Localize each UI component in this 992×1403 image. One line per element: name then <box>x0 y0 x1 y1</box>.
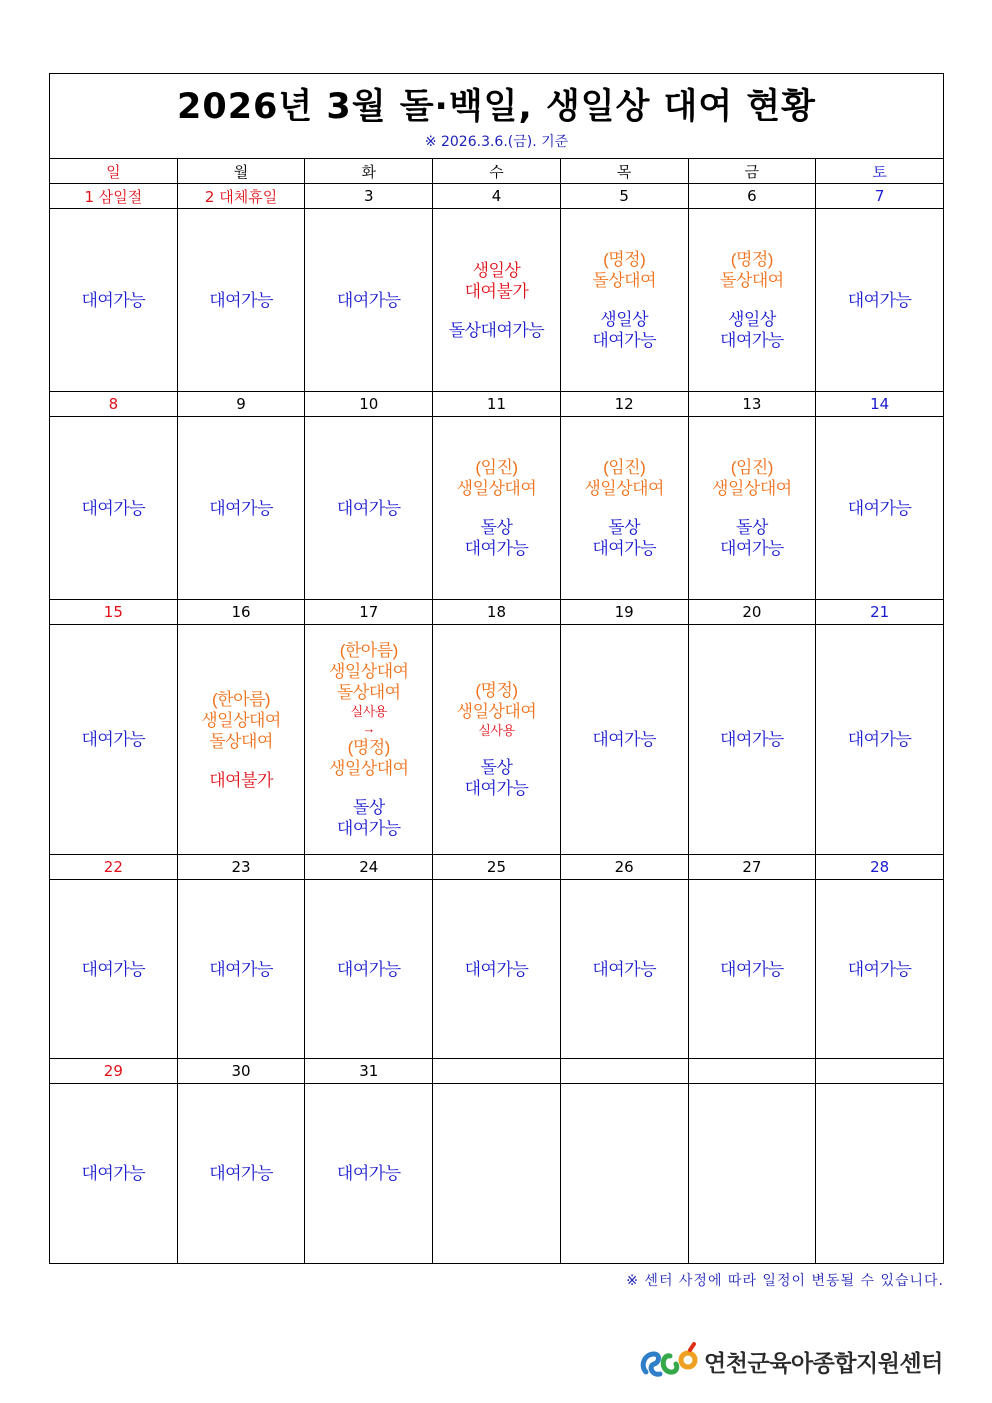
day-status-cell <box>688 1084 816 1264</box>
date-number <box>816 1059 944 1084</box>
day-status-cell <box>816 209 944 392</box>
status-text: (임진) <box>475 458 518 477</box>
date-number: 13 <box>688 392 816 417</box>
day-status-cell <box>305 417 433 600</box>
status-text: 생일상 <box>600 310 649 329</box>
status-text: 대여가능 <box>336 498 401 518</box>
date-number: 29 <box>50 1059 178 1084</box>
date-number: 26 <box>560 855 688 880</box>
day-status-cell <box>688 880 816 1059</box>
day-status-cell <box>560 417 688 600</box>
day-status-cell <box>433 417 561 600</box>
date-number: 14 <box>816 392 944 417</box>
date-number: 21 <box>816 600 944 625</box>
date-number: 30 <box>177 1059 305 1084</box>
day-status-cell <box>177 880 305 1059</box>
date-number <box>433 1059 561 1084</box>
center-logo-icon <box>638 1342 702 1382</box>
status-text: 돌상대여 <box>592 271 657 290</box>
day-status-cell <box>560 1084 688 1264</box>
status-text: (한아름) <box>339 641 398 660</box>
status-text: 생일상대여 <box>328 662 409 681</box>
day-status-cell <box>177 417 305 600</box>
status-text: 생일상대여 <box>584 479 664 498</box>
status-text: (임진) <box>603 458 646 477</box>
day-status-cell <box>433 625 561 855</box>
status-text: 대여가능 <box>81 498 146 518</box>
status-text: 돌상 <box>480 518 513 537</box>
day-status-cell <box>816 625 944 855</box>
status-text: 대여가능 <box>847 730 912 749</box>
date-number: 24 <box>305 855 433 880</box>
date-number: 3 <box>305 184 433 209</box>
date-number: 7 <box>816 184 944 209</box>
date-number: 20 <box>688 600 816 625</box>
status-text: 돌상 <box>352 798 385 817</box>
calendar-header <box>49 73 944 158</box>
status-text: 대여가능 <box>81 959 146 979</box>
weekday-thu: 목 <box>560 159 688 184</box>
status-text: 생일상 <box>472 260 521 280</box>
status-text: 대여가능 <box>592 730 657 749</box>
day-status-cell <box>816 1084 944 1264</box>
status-text: (한아름) <box>212 689 271 709</box>
center-logo <box>638 1342 948 1382</box>
date-number: 4 <box>433 184 561 209</box>
date-number: 12 <box>560 392 688 417</box>
spacer <box>433 302 560 320</box>
day-status-cell <box>50 625 178 855</box>
day-status-cell <box>560 209 688 392</box>
date-row <box>50 600 944 625</box>
spacer <box>689 499 816 517</box>
status-text: 생일상대여 <box>201 710 281 730</box>
status-text: 대여가능 <box>209 290 273 310</box>
status-text: 대여가능 <box>720 959 784 979</box>
status-text: 대여가능 <box>464 779 529 798</box>
status-text: (명정) <box>603 250 646 269</box>
day-status-cell <box>177 209 305 392</box>
status-text: 대여가능 <box>720 539 784 558</box>
status-text: 돌상대여 <box>209 731 273 751</box>
date-number: 31 <box>305 1059 433 1084</box>
day-status-cell <box>560 625 688 855</box>
weekday-fri: 금 <box>688 159 816 184</box>
date-number: 23 <box>177 855 305 880</box>
weekday-sat: 토 <box>816 159 944 184</box>
status-text: 실사용 <box>478 723 515 738</box>
status-text: 대여가능 <box>209 498 273 518</box>
status-row <box>50 625 944 855</box>
date-number: 25 <box>433 855 561 880</box>
status-text: 대여가능 <box>592 539 657 558</box>
status-text: 대여가능 <box>336 819 401 838</box>
status-row <box>50 1084 944 1264</box>
status-text: (명정) <box>475 681 518 700</box>
date-number: 6 <box>688 184 816 209</box>
date-number: 17 <box>305 600 433 625</box>
status-text: 돌상 <box>735 518 768 537</box>
weekday-mon: 월 <box>177 159 305 184</box>
date-row <box>50 392 944 417</box>
status-text: 돌상대여 <box>336 683 401 702</box>
status-text: 생일상대여 <box>328 759 409 778</box>
status-text: 대여불가 <box>209 770 273 790</box>
status-text: 대여불가 <box>464 281 529 301</box>
date-number: 22 <box>50 855 178 880</box>
date-number <box>688 1059 816 1084</box>
date-number: 10 <box>305 392 433 417</box>
day-status-cell <box>177 625 305 855</box>
date-number: 8 <box>50 392 178 417</box>
day-status-cell <box>688 209 816 392</box>
day-status-cell <box>50 1084 178 1264</box>
status-text: (명정) <box>347 738 390 757</box>
date-number: 15 <box>50 600 178 625</box>
date-number: 11 <box>433 392 561 417</box>
status-text: 대여가능 <box>720 331 784 350</box>
page-title: 2026년 3월 돌·백일, 생일상 대여 현황 <box>176 87 816 127</box>
weekday-tue: 화 <box>305 159 433 184</box>
status-text: 생일상대여 <box>456 479 537 498</box>
status-text: 생일상대여 <box>712 479 792 498</box>
date-number: 19 <box>560 600 688 625</box>
day-status-cell <box>50 209 178 392</box>
spacer <box>433 499 560 517</box>
status-text: 돌상 <box>480 758 513 777</box>
status-text: 돌상대여가능 <box>448 320 545 340</box>
status-text: 대여가능 <box>847 959 912 979</box>
status-text: 대여가능 <box>209 959 273 979</box>
status-text: (명정) <box>730 250 773 269</box>
day-status-cell <box>305 209 433 392</box>
date-number: 28 <box>816 855 944 880</box>
status-text: 실사용 <box>350 704 387 719</box>
day-status-cell <box>816 880 944 1059</box>
center-logo-text: 연천군육아종합지원센터 <box>704 1351 943 1377</box>
status-text: 대여가능 <box>847 290 912 310</box>
day-status-cell <box>433 880 561 1059</box>
calendar-sheet <box>49 73 944 1264</box>
status-text: 대여가능 <box>336 1164 401 1183</box>
date-number: 16 <box>177 600 305 625</box>
status-text: 대여가능 <box>336 290 401 310</box>
status-text: → <box>362 721 375 736</box>
status-text: (임진) <box>730 458 773 477</box>
status-text: 대여가능 <box>81 1164 146 1183</box>
day-status-cell <box>177 1084 305 1264</box>
date-row <box>50 184 944 209</box>
footnote: ※ 센터 사정에 따라 일정이 변동될 수 있습니다. <box>626 1273 944 1289</box>
spacer <box>689 291 816 309</box>
day-status-cell <box>688 417 816 600</box>
status-text: 돌상대여 <box>720 271 784 290</box>
status-text: 대여가능 <box>464 959 529 979</box>
day-status-cell <box>305 880 433 1059</box>
spacer <box>178 752 305 770</box>
status-row <box>50 417 944 600</box>
date-number: 2 대체휴일 <box>177 184 305 209</box>
date-row <box>50 1059 944 1084</box>
day-status-cell <box>50 417 178 600</box>
day-status-cell <box>50 880 178 1059</box>
status-row <box>50 209 944 392</box>
spacer <box>561 291 688 309</box>
status-row <box>50 880 944 1059</box>
status-text: 대여가능 <box>336 959 401 979</box>
weekday-sun: 일 <box>50 159 178 184</box>
status-text: 대여가능 <box>847 498 912 518</box>
date-number: 5 <box>560 184 688 209</box>
day-status-cell <box>688 625 816 855</box>
calendar-table <box>49 158 944 1264</box>
status-text: 대여가능 <box>464 539 529 558</box>
date-number: 18 <box>433 600 561 625</box>
day-status-cell <box>433 209 561 392</box>
date-row <box>50 855 944 880</box>
status-text: 대여가능 <box>209 1164 273 1183</box>
date-number <box>560 1059 688 1084</box>
day-status-cell <box>305 625 433 855</box>
date-number: 1 삼일절 <box>50 184 178 209</box>
status-text: 대여가능 <box>81 290 146 310</box>
weekday-header-row <box>50 159 944 184</box>
day-status-cell <box>305 1084 433 1264</box>
status-text: 대여가능 <box>720 730 784 749</box>
day-status-cell <box>560 880 688 1059</box>
status-text: 대여가능 <box>592 331 657 350</box>
day-status-cell <box>816 417 944 600</box>
reference-date: ※ 2026.3.6.(금). 기준 <box>424 134 569 150</box>
date-number: 9 <box>177 392 305 417</box>
spacer <box>561 499 688 517</box>
date-number: 27 <box>688 855 816 880</box>
weekday-wed: 수 <box>433 159 561 184</box>
day-status-cell <box>433 1084 561 1264</box>
status-text: 생일상대여 <box>456 702 537 721</box>
spacer <box>305 779 432 797</box>
status-text: 대여가능 <box>81 730 146 749</box>
status-text: 생일상 <box>727 310 776 329</box>
status-text: 돌상 <box>608 518 641 537</box>
spacer <box>433 739 560 757</box>
status-text: 대여가능 <box>592 959 657 979</box>
